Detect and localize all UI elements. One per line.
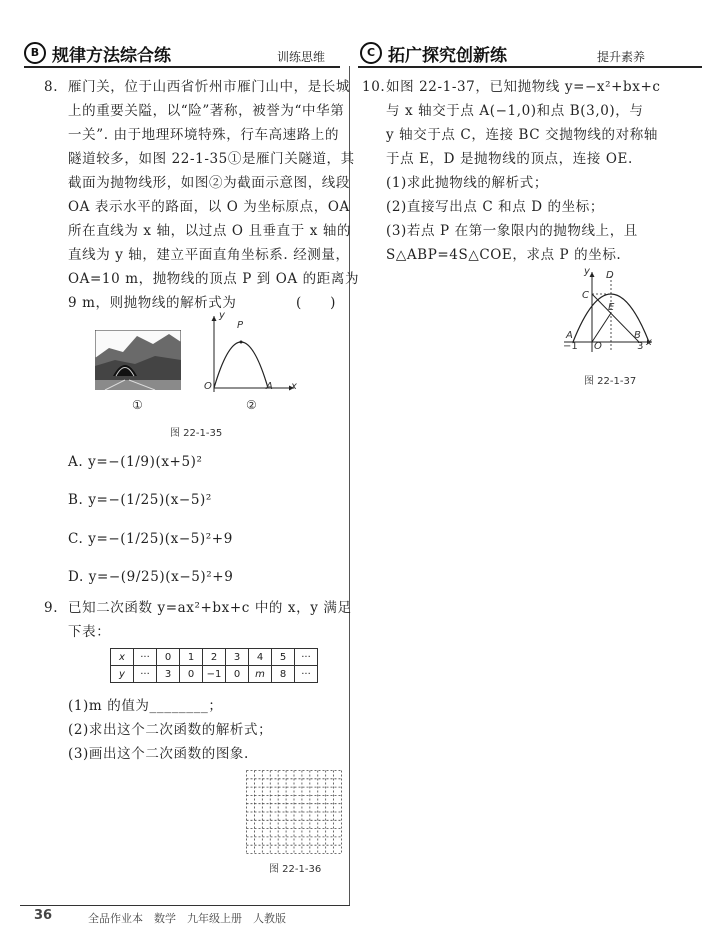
table-cell: 0 bbox=[157, 649, 180, 666]
q8-answer-blank[interactable]: ( ) bbox=[296, 295, 336, 311]
q10-line: 于点 E，D 是抛物线的顶点，连接 OE. bbox=[386, 151, 633, 167]
option-label: B. bbox=[68, 492, 84, 508]
fig3-point-a: A bbox=[566, 330, 573, 341]
fig3-point-b: B bbox=[634, 330, 641, 341]
q10-line: (2)直接写出点 C 和点 D 的坐标； bbox=[386, 199, 604, 215]
fig3-tick-3: 3 bbox=[637, 341, 644, 352]
table-cell: 1 bbox=[180, 649, 203, 666]
option-label: C. bbox=[68, 531, 84, 547]
footer-rule bbox=[20, 905, 350, 906]
table-cell: 8 bbox=[272, 666, 295, 683]
q9-line: 下表： bbox=[68, 624, 111, 640]
graph-paper-grid[interactable] bbox=[246, 770, 342, 854]
q10-line: (3)若点 P 在第一象限内的抛物线上，且 bbox=[386, 223, 638, 239]
fig1-label: ① bbox=[132, 398, 143, 412]
q8-line: 上的重要关隘，以“险”著称，被誉为“中华第 bbox=[68, 103, 345, 119]
fig2-point-o: O bbox=[204, 381, 212, 392]
q10-line: 与 x 轴交于点 A(−1,0)和点 B(3,0)，与 bbox=[386, 103, 644, 119]
option-label: A. bbox=[68, 454, 84, 470]
q10-stem bbox=[386, 75, 661, 267]
q10-line: 如图 22-1-37，已知抛物线 y=−x²+bx+c bbox=[386, 79, 661, 95]
q10-number: 10. bbox=[362, 79, 386, 95]
section-badge-right: C bbox=[360, 42, 382, 64]
fig2-point-a: A bbox=[266, 381, 273, 392]
q8-option-a[interactable] bbox=[68, 450, 203, 474]
table-cell: ··· bbox=[295, 666, 318, 683]
fig-22-1-35-caption: 图 22-1-35 bbox=[170, 428, 223, 439]
fig2-y-axis-label: y bbox=[219, 310, 225, 321]
q8-line: 隧道较多，如图 22-1-35①是雁门关隧道，其 bbox=[68, 151, 355, 167]
q8-option-c[interactable] bbox=[68, 527, 233, 551]
fig-22-1-36-caption: 图 22-1-36 bbox=[269, 864, 322, 875]
q8-option-b[interactable] bbox=[68, 488, 212, 512]
table-row-x bbox=[111, 649, 318, 666]
table-cell: 0 bbox=[226, 666, 249, 683]
fig-22-1-37-caption: 图 22-1-37 bbox=[584, 376, 637, 387]
q9-part[interactable]: (1)m 的值为________； bbox=[68, 698, 223, 714]
header-rule-right bbox=[358, 66, 702, 68]
fig2-label: ② bbox=[246, 398, 257, 412]
table-cell: ··· bbox=[295, 649, 318, 666]
header-rule-left bbox=[24, 66, 340, 68]
option-text: y=−(1/9)(x+5)² bbox=[88, 454, 203, 470]
table-cell: 3 bbox=[157, 666, 180, 683]
q9-line: 已知二次函数 y=ax²+bx+c 中的 x，y 满足 bbox=[68, 600, 352, 616]
fig2-point-p: P bbox=[237, 320, 244, 331]
section-badge-left: B bbox=[24, 42, 46, 64]
q9-value-table bbox=[110, 648, 318, 683]
q8-line: 直线为 y 轴，建立平面直角坐标系. 经测量， bbox=[68, 247, 350, 263]
section-title-right: 拓广探究创新练 bbox=[388, 46, 507, 66]
table-cell: x bbox=[111, 649, 134, 666]
table-cell: y bbox=[111, 666, 134, 683]
q9-part: (2)求出这个二次函数的解析式； bbox=[68, 722, 273, 738]
q8-line: 截面为抛物线形，如图②为截面示意图，线段 bbox=[68, 175, 350, 191]
table-row-y bbox=[111, 666, 318, 683]
fig3-x-axis-label: x bbox=[646, 337, 652, 348]
q9-stem bbox=[68, 596, 352, 644]
section-title-left: 规律方法综合练 bbox=[52, 46, 171, 66]
option-text: y=−(1/25)(x−5)² bbox=[88, 492, 212, 508]
tunnel-parabola-diagram bbox=[200, 312, 300, 396]
fig3-y-axis-label: y bbox=[584, 266, 590, 277]
table-cell: 2 bbox=[203, 649, 226, 666]
fig3-point-e: E bbox=[608, 302, 615, 313]
tunnel-photo bbox=[95, 330, 181, 390]
table-cell: ··· bbox=[134, 666, 157, 683]
fig3-point-c: C bbox=[582, 290, 589, 301]
fig3-point-d: D bbox=[606, 270, 614, 281]
q10-line: y 轴交于点 C，连接 BC 交抛物线的对称轴 bbox=[386, 127, 658, 143]
table-cell: 5 bbox=[272, 649, 295, 666]
q8-line: 9 m，则抛物线的解析式为 bbox=[68, 295, 237, 311]
option-text: y=−(1/25)(x−5)²+9 bbox=[88, 531, 233, 547]
q8-stem bbox=[68, 75, 359, 315]
table-cell: ··· bbox=[134, 649, 157, 666]
section-subtitle-right: 提升素养 bbox=[597, 50, 646, 64]
q9-part: (3)画出这个二次函数的图象. bbox=[68, 746, 249, 762]
q9-parts bbox=[68, 694, 272, 766]
option-label: D. bbox=[68, 569, 84, 585]
q10-line: S△ABP=4S△COE，求点 P 的坐标. bbox=[386, 247, 622, 263]
fig3-tick-neg1: −1 bbox=[563, 341, 578, 352]
q8-line: 所在直线为 x 轴，以过点 O 且垂直于 x 轴的 bbox=[68, 223, 352, 239]
book-title: 全品作业本 数学 九年级上册 人教版 bbox=[88, 912, 286, 925]
table-cell: 4 bbox=[249, 649, 272, 666]
q8-line: 一关”. 由于地理环境特殊，行车高速路上的 bbox=[68, 127, 340, 143]
q10-line: (1)求此抛物线的解析式； bbox=[386, 175, 548, 191]
q8-line: 雁门关，位于山西省忻州市雁门山中，是长城 bbox=[68, 79, 350, 95]
fig3-origin: O bbox=[594, 341, 602, 352]
table-cell: 0 bbox=[180, 666, 203, 683]
option-text: y=−(9/25)(x−5)²+9 bbox=[88, 569, 234, 585]
q8-line: OA 表示水平的路面，以 O 为坐标原点，OA bbox=[68, 199, 350, 215]
table-cell: 3 bbox=[226, 649, 249, 666]
table-cell: −1 bbox=[203, 666, 226, 683]
fig2-x-axis-label: x bbox=[291, 381, 297, 392]
table-cell: m bbox=[249, 666, 272, 683]
q8-option-d[interactable] bbox=[68, 565, 233, 589]
q8-number: 8. bbox=[44, 79, 59, 95]
q9-number: 9. bbox=[44, 600, 59, 616]
page-number: 36 bbox=[34, 908, 53, 923]
q8-line: OA=10 m，抛物线的顶点 P 到 OA 的距离为 bbox=[68, 271, 360, 287]
section-subtitle-left: 训练思维 bbox=[277, 50, 326, 64]
